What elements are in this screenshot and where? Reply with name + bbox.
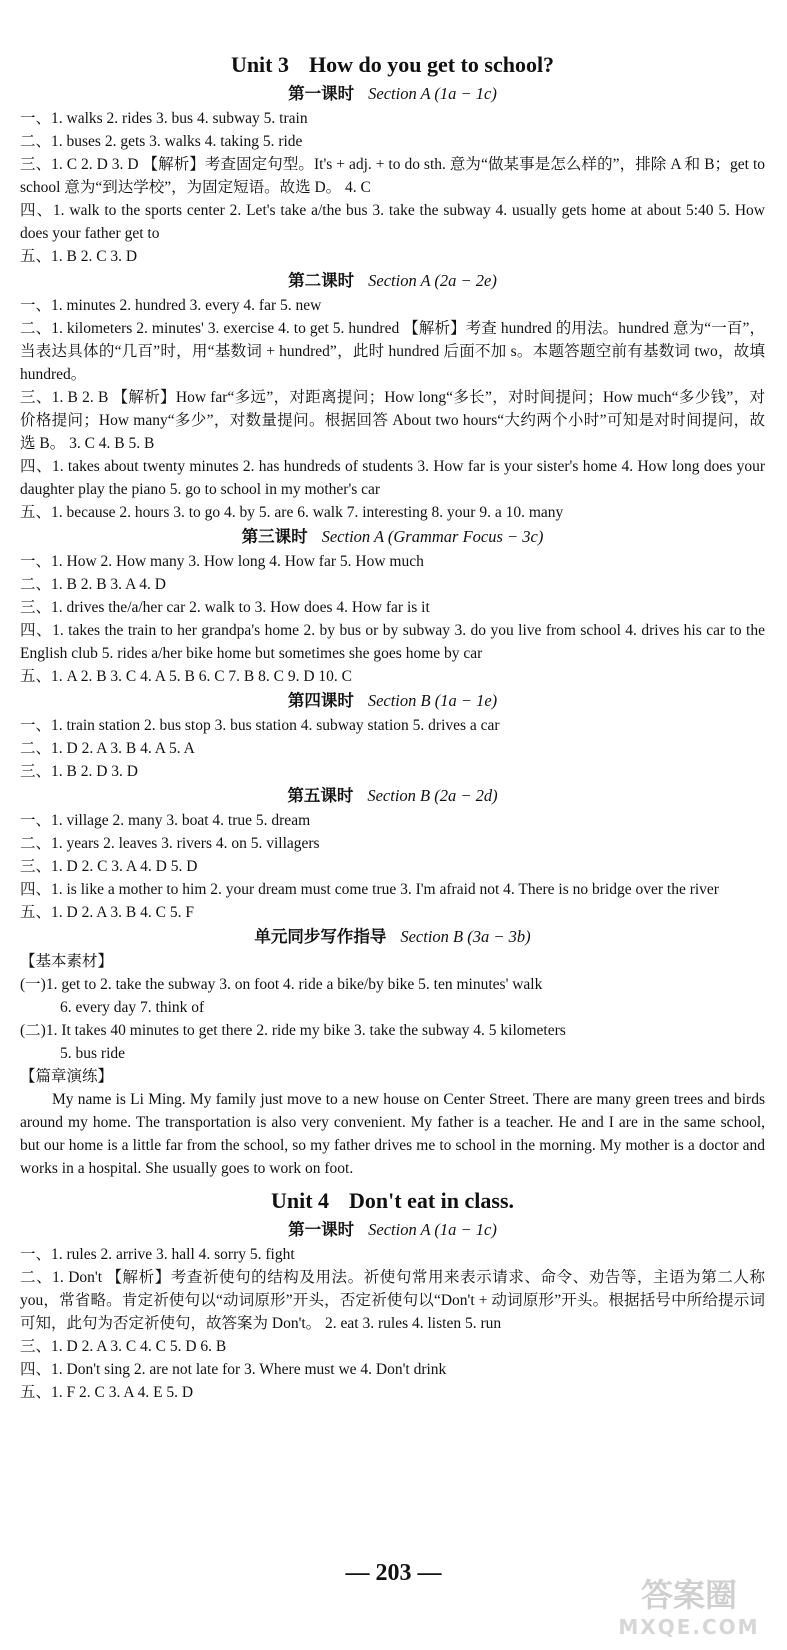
answer-line: 5. bus ride [60,1045,126,1062]
unit3-section1-heading: 第一课时 Section A (1a − 1c) [288,84,497,103]
answer-line: 一、1. train station 2. bus stop 3. bus station 4. subway station 5. drives a car [20,717,500,734]
answer-line: 五、1. B 2. C 3. D [20,248,138,265]
answer-line: 三、1. drives the/a/her car 2. walk to 3. How does 4. How far is it [20,599,430,616]
answer-line: 一、1. rules 2. arrive 3. hall 4. sorry 5. fight [20,1246,295,1263]
answer-line: 二、1. Don't 【解析】考查祈使句的结构及用法。祈使句常用来表示请求、命令、劝告等，主语为第二人称 you，常省略。肯定祈使句以“动词原形”开头，否定祈使句以“Don't + 动词原形”开头。根据括号中所给提示词可知，此句为否定祈使句，故答案为 Don't。 2. eat 3. rules 4. listen 5. run [20,1269,765,1332]
answer-line: 二、1. years 2. leaves 3. rivers 4. on 5. villagers [20,835,320,852]
answer-line: 三、1. B 2. B 【解析】How far“多远”，对距离提问；How long“多长”，对时间提问；How much“多少钱”，对价格提问；How many“多少”，对数量提问。根据回答 About two hours“大约两个小时”可知是对时间提问，故选 B。 3. C 4. B 5. B [20,389,765,452]
answer-line: 三、1. D 2. A 3. C 4. C 5. D 6. B [20,1338,227,1355]
page-number: — 203 — [345,1560,442,1586]
answer-line: 四、1. takes about twenty minutes 2. has hundreds of students 3. How far is your sister's home 4. How long does your daughter play the piano 5. go to school in my mother's car [20,458,765,498]
answer-line: 一、1. minutes 2. hundred 3. every 4. far 5. new [20,297,322,314]
answer-line: 五、1. because 2. hours 3. to go 4. by 5. are 6. walk 7. interesting 8. your 9. a 10. many [20,504,564,521]
answer-line: 三、1. B 2. D 3. D [20,763,138,780]
subheading: 【篇章演练】 [20,1068,114,1085]
answer-line: 二、1. D 2. A 3. B 4. A 5. A [20,740,195,757]
answer-page [0,50,787,1650]
answer-line: 二、1. kilometers 2. minutes' 3. exercise 4. to get 5. hundred 【解析】考查 hundred 的用法。hundred 意为“一百”，当表达具体的“几百”时，用“基数词 + hundred”，此时 hundred 后面不加 s。本题答题空前有基数词 two，故填 hundred。 [20,320,765,383]
answer-line: 四、1. walk to the sports center 2. Let's take a/the bus 3. take the subway 4. usually gets home at about 5:40 5. How does your father get to [20,202,765,242]
answer-line: 四、1. takes the train to her grandpa's home 2. by bus or by subway 3. do you live from school 4. drives his car to the English club 5. rides a/her bike home but sometimes she goes home by car [20,622,765,662]
unit3-section5-heading: 第五课时 Section B (2a − 2d) [287,786,498,805]
unit4-title: Unit 4 Don't eat in class. [270,1188,515,1213]
subheading: 【基本素材】 [20,953,114,970]
answer-line: 一、1. village 2. many 3. boat 4. true 5. dream [20,812,311,829]
unit3-section4-heading: 第四课时 Section B (1a − 1e) [287,691,498,710]
answer-line: 四、1. Don't sing 2. are not late for 3. Where must we 4. Don't drink [20,1361,447,1378]
unit4-section1-heading: 第一课时 Section A (1a − 1c) [288,1220,497,1239]
watermark-logo [599,1570,779,1642]
model-essay: My name is Li Ming. My family just move to a new house on Center Street. There are many green trees and birds around my home. The transportation is also very convenient. My father is a teacher. He and I are in the same school, but our home is a little far from the school, so my father drives me to school in the morning. My mother is a doctor and works in a hospital. She usually goes to work on foot. [20,1091,765,1177]
unit3-writing-heading: 单元同步写作指导 Section B (3a − 3b) [254,927,531,946]
answer-line: 二、1. buses 2. gets 3. walks 4. taking 5. ride [20,133,303,150]
answer-line: 四、1. is like a mother to him 2. your dream must come true 3. I'm afraid not 4. There is no bridge over the river [20,881,719,898]
answer-line: (一)1. get to 2. take the subway 3. on foot 4. ride a bike/by bike 5. ten minutes' walk [20,976,543,993]
answer-line: 二、1. B 2. B 3. A 4. D [20,576,166,593]
unit3-section3-heading: 第三课时 Section A (Grammar Focus − 3c) [241,527,544,546]
answer-line: 一、1. How 2. How many 3. How long 4. How far 5. How much [20,553,424,570]
answer-line: 五、1. D 2. A 3. B 4. C 5. F [20,904,194,921]
answer-line: (二)1. It takes 40 minutes to get there 2. ride my bike 3. take the subway 4. 5 kilometers [20,1022,566,1039]
answer-line: 五、1. F 2. C 3. A 4. E 5. D [20,1384,194,1401]
answer-line: 一、1. walks 2. rides 3. bus 4. subway 5. train [20,110,308,127]
unit3-section2-heading: 第二课时 Section A (2a − 2e) [288,271,497,290]
answer-line: 6. every day 7. think of [60,999,205,1016]
svg-text:答案圈: 答案圈 [640,1576,738,1614]
answer-line: 五、1. A 2. B 3. C 4. A 5. B 6. C 7. B 8. C 9. D 10. C [20,668,353,685]
answer-line: 三、1. D 2. C 3. A 4. D 5. D [20,858,198,875]
answer-line: 三、1. C 2. D 3. D 【解析】考查固定句型。It's + adj. + to do sth. 意为“做某事是怎么样的”，排除 A 和 B；get to school 意为“到达学校”，为固定短语。故选 D。 4. C [20,156,765,196]
svg-text:MXQE.COM: MXQE.COM [618,1615,760,1639]
unit3-title: Unit 3 How do you get to school? [230,52,555,77]
